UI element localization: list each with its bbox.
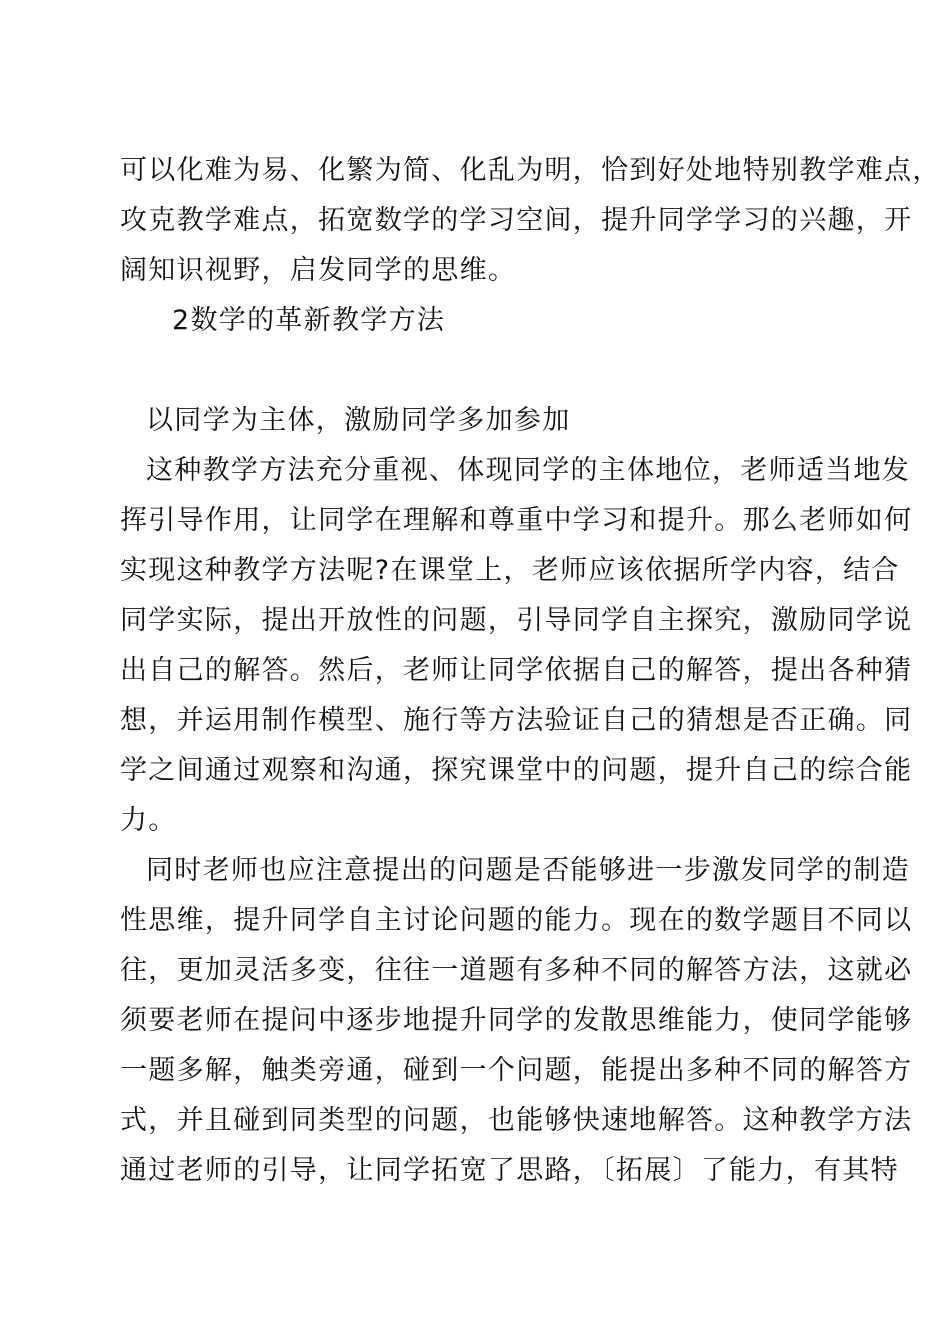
text-line: 阔知识视野，启发同学的思维。 [120,255,517,286]
text-line: 一题多解，触类旁通，碰到一个问题，能提出多种不同的解答方 [120,1055,913,1086]
text-line: 往，更加灵活多变，往往一道题有多种不同的解答方法，这就必 [120,955,913,986]
text-line: 出自己的解答。然后，老师让同学依据自己的解答，提出各种猜 [120,655,913,686]
text-line: 同学实际，提出开放性的问题，引导同学自主探究，激励同学说 [120,605,913,636]
text-line: 同时老师也应注意提出的问题是否能够进一步激发同学的制造 [146,855,911,886]
text-line: 通过老师的引导，让同学拓宽了思路，〔拓展〕了能力，有其特 [120,1155,899,1186]
text-line: 挥引导作用，让同学在理解和尊重中学习和提升。那么老师如何 [120,505,913,536]
text-line: 可以化难为易、化繁为简、化乱为明，恰到好处地特别教学难点， [120,155,941,186]
text-line: 力。 [120,805,177,836]
text-line: 须要老师在提问中逐步地提升同学的发散思维能力，使同学能够 [120,1005,913,1036]
text-line: 攻克教学难点，拓宽数学的学习空间，提升同学学习的兴趣，开 [120,205,913,236]
text-line: 实现这种教学方法呢?在课堂上，老师应该依据所学内容，结合 [120,555,900,586]
text-line: 想，并运用制作模型、施行等方法验证自己的猜想是否正确。同 [120,705,913,736]
text-line: 式，并且碰到同类型的问题，也能够快速地解答。这种教学方法 [120,1105,913,1136]
section-heading: 2数学的革新教学方法 [172,305,446,336]
text-line: 学之间通过观察和沟通，探究课堂中的问题，提升自己的综合能 [120,755,913,786]
text-line: 性思维，提升同学自主讨论问题的能力。现在的数学题目不同以 [120,905,913,936]
text-line: 这种教学方法充分重视、体现同学的主体地位，老师适当地发 [146,455,911,486]
subheading: 以同学为主体，激励同学多加参加 [146,405,571,436]
